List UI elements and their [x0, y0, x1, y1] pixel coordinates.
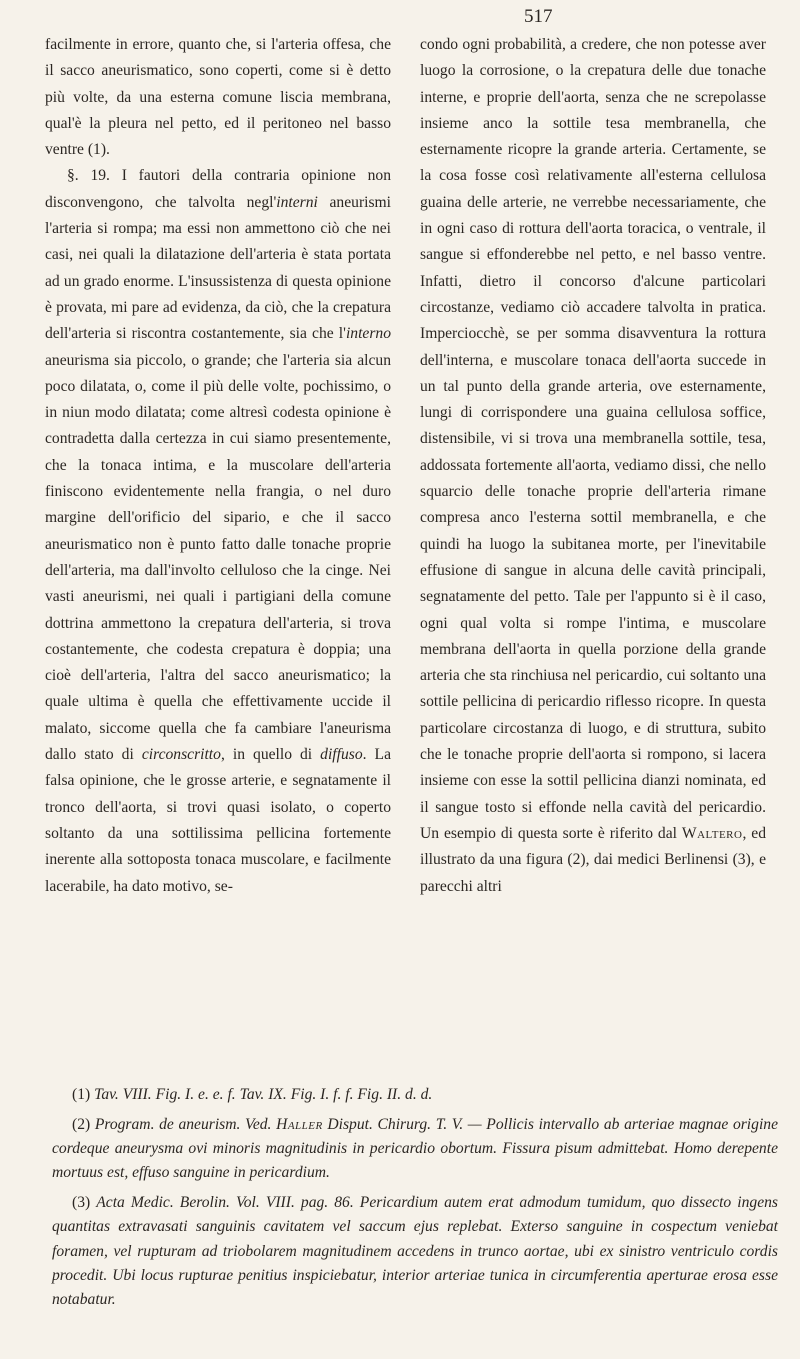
footnote-mark: (2) — [72, 1116, 91, 1134]
left-paragraph-1 — [45, 32, 391, 163]
text-run: aneurisma sia piccolo, o grande; che l'arteria sia alcun poco dilatata, o, come il più delle volte, pochissimo, o in niun modo dilatata; come altresì codesta opinione è contradetta dalla certezza in cui siamo presentemente, che la tonaca intima, e la muscolare dell'arteria finiscono evidentemente nella frangia, o nel duro margine dell'orificio del sipario, e che il sacco aneurismatico non è punto fatto dalle tonache proprie dell'arteria, ma dall'involto celluloso che la cinge. Nei vasti aneurismi, nei quali i partigiani della comune dottrina ammettono la crepatura dell'arteria, si trova costantemente, che codesta crepatura è doppia; una cioè dell'arteria, l'altra del sacco aneurismatico; la quale ultima è quella che effettivamente uccide il malato, siccome quella che fa cambiare l'aneurisma dallo stato di — [45, 351, 391, 764]
left-column — [45, 32, 391, 900]
page-number: 517 — [524, 6, 553, 27]
footnote-text: Program. de aneurism. Ved. — [94, 1116, 277, 1134]
text-run: facilmente in errore, quanto che, si l'arteria offesa, che il sacco aneurismatico, sono coperti, come si è detto più volte, da una esterna comune liscia membrana, qual'è la pleura nel petto, ed il peritoneo nel basso ventre (1). — [45, 36, 391, 159]
author-name: Waltero — [681, 824, 743, 842]
text-run: §. 19. I fautori della contraria opinione non disconvengono, che talvolta negl' — [45, 167, 391, 211]
author-name: Haller — [276, 1116, 323, 1134]
italic-term: interno — [345, 325, 391, 343]
text-run: . La falsa opinione, che le grosse arterie, e segnatamente il tronco dell'aorta, si trovi quasi isolato, o coperto soltanto da una sottilissima pellicina fortemente inerente alla sottoposta tonaca muscolare, e facilmente lacerabile, ha dato motivo, se- — [45, 746, 392, 895]
footnote-2 — [52, 1113, 778, 1185]
footnote-text: Tav. VIII. Fig. I. e. e. f. Tav. IX. Fig. I. f. f. Fig. II. d. d. — [94, 1086, 433, 1103]
italic-term: circonscritto — [141, 746, 221, 764]
footnote-text: Acta Medic. Berolin. Vol. VIII. pag. 86. Pericardium autem erat admodum tumidum, quo dissecto ingens quantitas extravasati sanguinis cavitatem vel saccum ejus replebat. Exterso sanguine in cospectum veniebat foramen, vel rupturam ad triobolarem magnitudinem accedens in trunco aortae, ubi ex sinistro ventriculo cordis procedit. Ubi locus rupturae penitius inspiciebatur, interior arteriae tunica in circumferentia aperturae erosa esse notabatur. — [52, 1194, 778, 1308]
text-run: , in quello di — [220, 746, 321, 764]
right-paragraph-1 — [420, 32, 766, 900]
text-run: condo ogni probabilità, a credere, che non potesse aver luogo la corrosione, o la crepatura delle due tonache interne, e proprie dell'aorta, senza che ne screpolasse insieme anco la sottile tesa membranella, che esternamente ricopre la grande arteria. Certamente, se la cosa fosse così relativamente all'esterna cellulosa guaina delle arterie, ne verrebbe necessariamente, che in ogni caso di rottura dell'aorta toracica, o ventrale, il sangue si effonderebbe nel petto, e nel basso ventre. Infatti, dietro il concorso d'alcune particolari circostanze, vediamo ciò accadere talvolta in pratica. Imperciocchè, se per somma disavventura la rottura dell'interna, e muscolare tonaca dell'aorta succede in un tal punto della grande arteria, ove esternamente, lungi di corrispondere una guaina cellulosa soffice, distensibile, vi si trova una membranella sottile, tesa, addossata fortemente all'aorta, vediamo dissi, che nello squarcio delle tonache proprie dell'arteria rimane compresa anco l'esterna sottil membranella, e che quindi ha luogo la subitanea morte, per l'inevitabile effusione di sangue in alcuna delle cavità principali, segnatamente del petto. Tale per l'appunto si è il caso, ogni qual volta si rompe l'intima, e muscolare membrana dell'aorta in quella porzione della grande arteria che sta rinchiusa nel pericardio, cui soltanto una sottile pellicina di pericardio riflesso ricopre. In questa particolare circostanza di luogo, e di struttura, subito che le tonache proprie dell'aorta si rompono, si lacera insieme con esse la sottil pellicina dianzi nominata, ed il sangue tosto si effonde nella cavità del pericardio. Un esempio di questa sorte è riferito dal — [420, 36, 766, 842]
footnotes — [52, 1083, 778, 1312]
right-column — [420, 32, 766, 900]
text-run: aneurismi l'arteria si rompa; ma essi non ammettono ciò che nei casi, nei quali la dilatazione dell'arteria è stata portata ad un grado enorme. L'insussistenza di questa opinione è provata, mi pare ad evidenza, da ciò, che la crepatura dell'arteria si riscontra costantemente, sia che l' — [45, 193, 391, 343]
footnote-mark: (1) — [72, 1086, 91, 1103]
italic-term: interni — [276, 193, 318, 211]
footnote-3 — [52, 1191, 778, 1311]
left-paragraph-2 — [45, 163, 391, 899]
text-run: , ed illustrato da una figura (2), dai medici Berlinensi (3), e parecchi altri — [420, 824, 766, 895]
footnote-1 — [52, 1083, 778, 1107]
footnote-text: Disput. Chirurg. T. V. — Pollicis intervallo ab arteriae magnae origine cordeque aneurysma ovi minoris magnitudinis in pericardio obortum. Fissura pisum admittebat. Homo derepente mortuus est, effuso sanguine in pericardium. — [52, 1116, 778, 1182]
italic-term: diffuso — [320, 746, 363, 764]
footnote-mark: (3) — [72, 1194, 91, 1212]
